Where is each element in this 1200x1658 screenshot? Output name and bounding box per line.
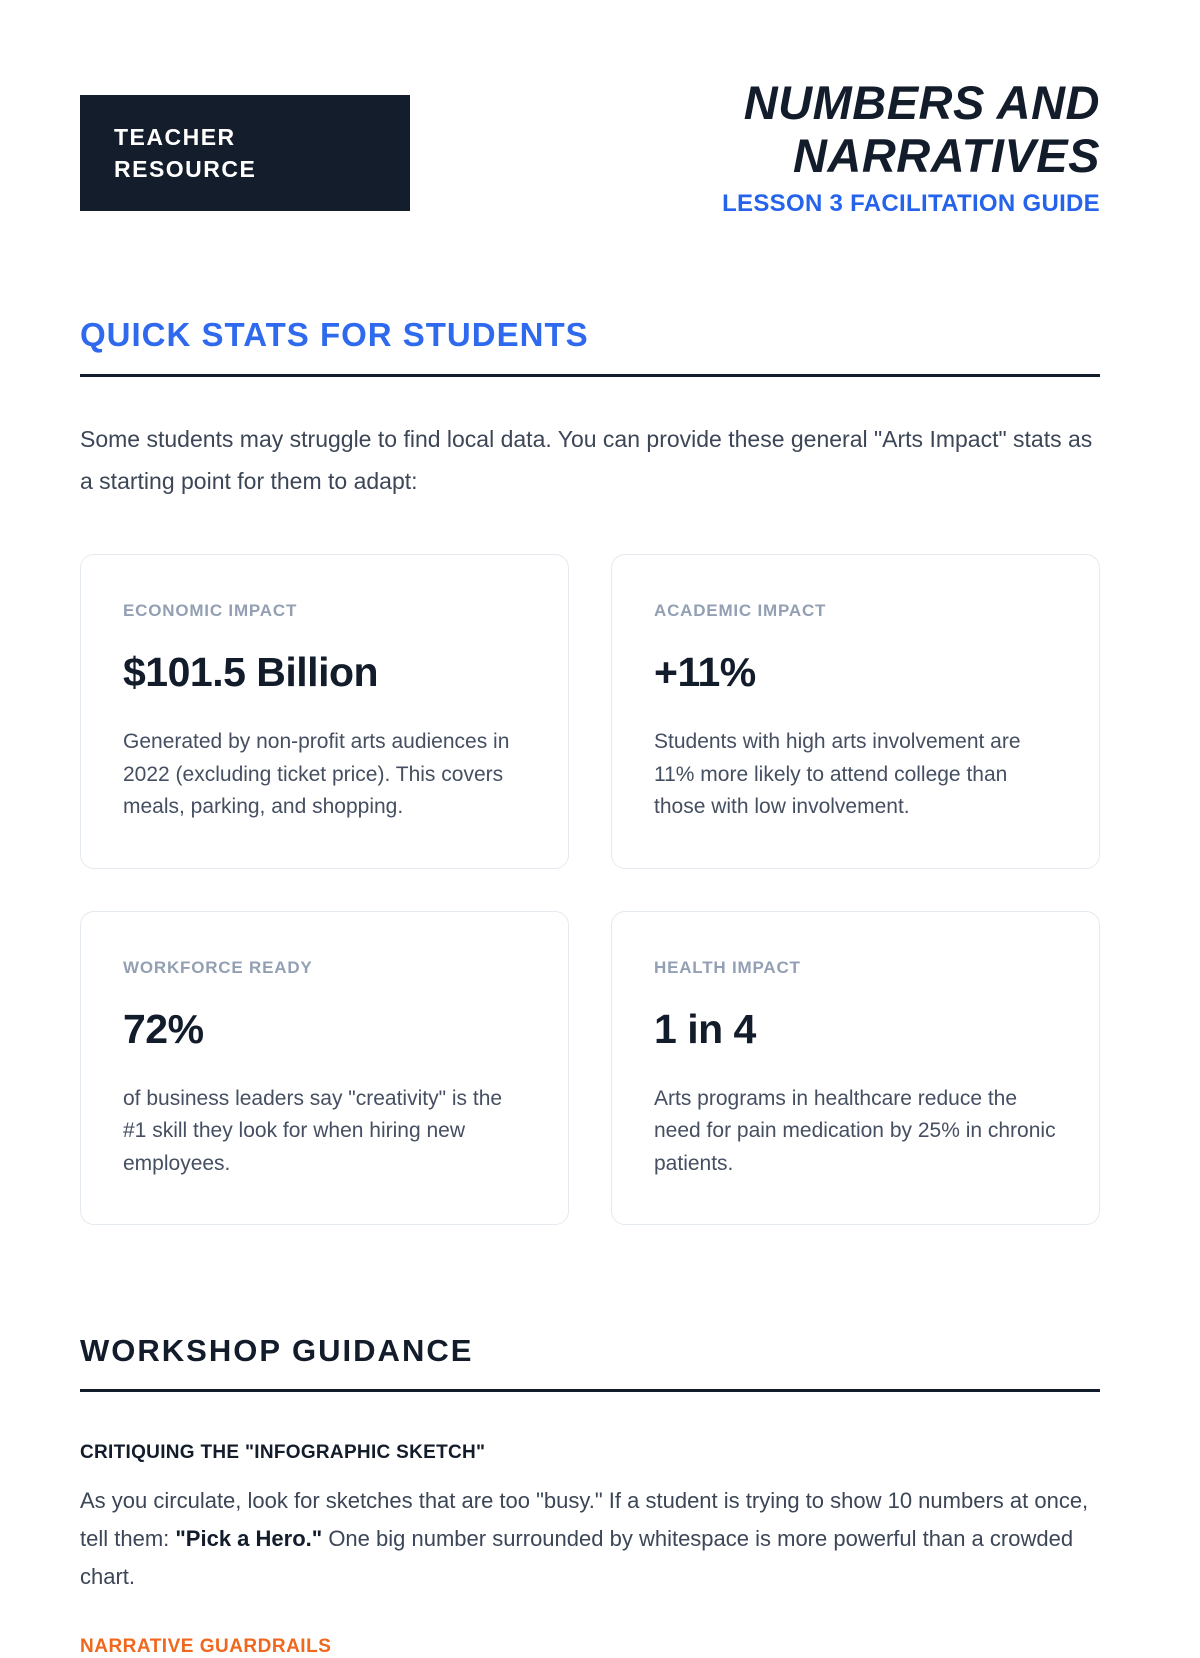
title-line-2: NARRATIVES <box>792 128 1100 182</box>
stat-card-economic-impact <box>80 554 569 869</box>
stat-card-label: ACADEMIC IMPACT <box>654 601 827 621</box>
stat-card-description: Arts programs in healthcare reduce the need for pain medication by 25% in chronic patients. <box>654 1086 1056 1175</box>
stat-cards-grid <box>80 554 1100 1225</box>
teacher-resource-badge <box>80 95 410 211</box>
workshop-guidance-section <box>80 1333 1100 1657</box>
section-divider <box>80 374 1100 377</box>
title-block <box>722 77 1100 218</box>
workshop-guidance-heading: WORKSHOP GUIDANCE <box>80 1333 474 1369</box>
quick-stats-intro: Some students may struggle to find local data. You can provide these general "Arts Impact" stats as a starting point for them to adapt: <box>80 426 1093 494</box>
quick-stats-section <box>80 316 1100 1225</box>
critique-subheading: CRITIQUING THE "INFOGRAPHIC SKETCH" <box>80 1442 486 1464</box>
stat-card-value: 1 in 4 <box>654 1005 756 1052</box>
stat-card-value: $101.5 Billion <box>123 649 379 696</box>
critique-text-bold: "Pick a Hero." <box>175 1526 323 1552</box>
document-subtitle: LESSON 3 FACILITATION GUIDE <box>722 190 1100 218</box>
quick-stats-heading: QUICK STATS FOR STUDENTS <box>80 316 589 354</box>
stat-card-workforce-ready <box>80 911 569 1226</box>
section-divider <box>80 1389 1100 1392</box>
stat-card-value: 72% <box>123 1005 204 1052</box>
narrative-guardrails-subheading: NARRATIVE GUARDRAILS <box>80 1635 332 1657</box>
stat-card-label: WORKFORCE READY <box>123 957 313 977</box>
badge-line-1: TEACHER <box>114 124 236 150</box>
stat-card-academic-impact <box>611 554 1100 869</box>
stat-card-label: HEALTH IMPACT <box>654 957 801 977</box>
critique-paragraph <box>80 1482 1100 1595</box>
badge-line-2: RESOURCE <box>114 156 257 183</box>
stat-card-health-impact <box>611 911 1100 1226</box>
document-header <box>80 76 1100 218</box>
critique-text-before: As you circulate, look for sketches that are too "busy." If a student is trying to show 10 numbers at once, tell them: <box>80 1488 1089 1552</box>
stat-card-description: Generated by non-profit arts audiences in 2022 (excluding ticket price). This covers meals, parking, and shopping. <box>123 730 510 819</box>
stat-card-description: Students with high arts involvement are 11% more likely to attend college than those with low involvement. <box>654 730 1021 819</box>
stat-card-label: ECONOMIC IMPACT <box>123 601 298 621</box>
title-line-1: NUMBERS AND <box>743 76 1100 129</box>
stat-card-description: of business leaders say "creativity" is the #1 skill they look for when hiring new employees. <box>123 1086 503 1175</box>
stat-card-value: +11% <box>654 649 756 696</box>
critique-text-after: One big number surrounded by whitespace is more powerful than a crowded chart. <box>80 1526 1074 1589</box>
document-title <box>722 77 1100 182</box>
